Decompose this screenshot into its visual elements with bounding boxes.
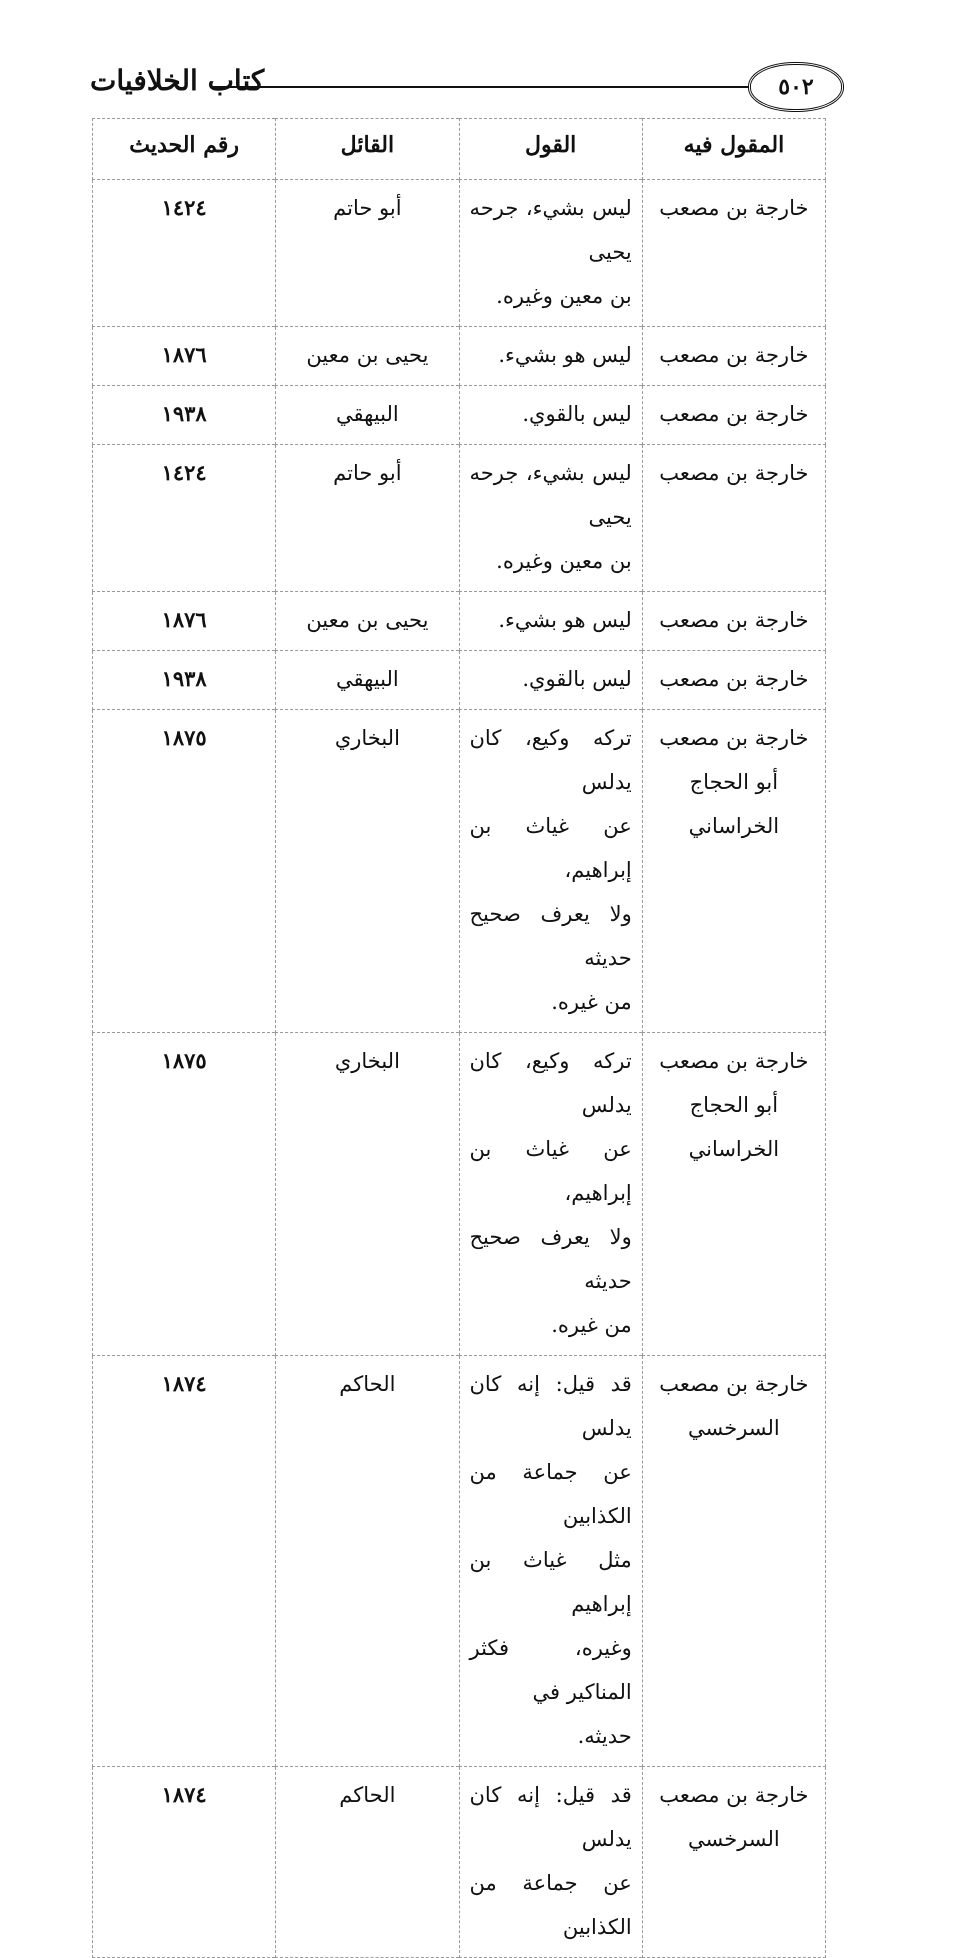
table-row xyxy=(93,592,826,651)
cell-subject-line: خارجة بن مصعب xyxy=(659,402,809,426)
cell-saying-line: ليس بالقوي. xyxy=(522,667,632,691)
cell-subject-line: خارجة بن مصعب xyxy=(659,608,809,632)
cell-subject-line: خارجة بن مصعب xyxy=(659,667,809,691)
cell-speaker: يحيى بن معين xyxy=(276,592,459,651)
cell-subject xyxy=(642,1356,825,1767)
cell-saying-line: من غيره. xyxy=(551,990,632,1014)
cell-saying-line: ليس بشيء، جرحه يحيى xyxy=(469,196,632,264)
cell-hadith-number: ١٩٣٨ xyxy=(93,651,276,710)
header-hadith-number: رقم الحديث xyxy=(93,119,276,180)
cell-saying-line: ليس بالقوي. xyxy=(522,402,632,426)
cell-hadith-number: ١٨٧٥ xyxy=(93,710,276,1033)
header-subject: المقول فيه xyxy=(642,119,825,180)
table-row xyxy=(93,445,826,592)
cell-subject-line: خارجة بن مصعب xyxy=(659,726,809,750)
cell-hadith-number: ١٤٢٤ xyxy=(93,445,276,592)
cell-saying-line: ليس هو بشيء. xyxy=(498,343,632,367)
cell-subject-line: أبو الحجاج xyxy=(689,770,779,794)
cell-subject xyxy=(642,1033,825,1356)
table-header-row xyxy=(93,119,826,180)
cell-saying xyxy=(459,386,642,445)
cell-subject xyxy=(642,327,825,386)
cell-hadith-number: ١٨٧٦ xyxy=(93,592,276,651)
cell-saying-line: عن غياث بن إبراهيم، xyxy=(469,814,632,882)
table-body xyxy=(93,180,826,1958)
cell-hadith-number: ١٨٧٦ xyxy=(93,327,276,386)
table-row xyxy=(93,180,826,327)
cell-speaker: الحاكم xyxy=(276,1767,459,1958)
header-speaker: القائل xyxy=(276,119,459,180)
cell-subject-line: أبو الحجاج xyxy=(689,1093,779,1117)
cell-saying xyxy=(459,445,642,592)
cell-saying-line: ليس هو بشيء. xyxy=(498,608,632,632)
header-saying: القول xyxy=(459,119,642,180)
cell-hadith-number: ١٨٧٤ xyxy=(93,1356,276,1767)
narrators-table xyxy=(92,118,826,1958)
cell-speaker: الحاكم xyxy=(276,1356,459,1767)
cell-subject-line: خارجة بن مصعب xyxy=(659,196,809,220)
cell-saying-line: عن جماعة من الكذابين xyxy=(469,1460,632,1528)
cell-subject xyxy=(642,710,825,1033)
cell-saying-line: بن معين وغيره. xyxy=(496,549,632,573)
cell-saying-line: حديثه. xyxy=(577,1724,632,1748)
cell-hadith-number: ١٨٧٤ xyxy=(93,1767,276,1958)
cell-saying xyxy=(459,1356,642,1767)
book-title: كتاب الخلافيات xyxy=(90,64,265,97)
cell-subject xyxy=(642,592,825,651)
cell-saying-line: من غيره. xyxy=(551,1313,632,1337)
cell-subject xyxy=(642,180,825,327)
cell-subject-line: الخراساني xyxy=(688,1137,780,1161)
cell-saying xyxy=(459,1033,642,1356)
cell-saying xyxy=(459,651,642,710)
table-row xyxy=(93,651,826,710)
cell-saying-line: ليس بشيء، جرحه يحيى xyxy=(469,461,632,529)
table-row xyxy=(93,327,826,386)
cell-speaker: البيهقي xyxy=(276,651,459,710)
header-rule xyxy=(212,86,824,88)
cell-saying-line: تركه وكيع، كان يدلس xyxy=(469,1049,632,1117)
table-row xyxy=(93,1356,826,1767)
cell-hadith-number: ١٩٣٨ xyxy=(93,386,276,445)
cell-subject xyxy=(642,651,825,710)
cell-saying-line: ولا يعرف صحيح حديثه xyxy=(469,1225,632,1293)
cell-saying-line: عن غياث بن إبراهيم، xyxy=(469,1137,632,1205)
table-row xyxy=(93,1033,826,1356)
cell-saying xyxy=(459,1767,642,1958)
cell-subject xyxy=(642,445,825,592)
cell-subject xyxy=(642,1767,825,1958)
cell-subject-line: خارجة بن مصعب xyxy=(659,461,809,485)
cell-subject-line: خارجة بن مصعب xyxy=(659,1783,809,1807)
cell-subject-line: خارجة بن مصعب xyxy=(659,1372,809,1396)
cell-subject-line: السرخسي xyxy=(687,1827,780,1851)
cell-subject-line: السرخسي xyxy=(687,1416,780,1440)
cell-saying-line: قد قيل: إنه كان يدلس xyxy=(469,1372,632,1440)
cell-subject-line: الخراساني xyxy=(688,814,780,838)
cell-subject xyxy=(642,386,825,445)
cell-speaker: يحيى بن معين xyxy=(276,327,459,386)
cell-saying xyxy=(459,592,642,651)
table-row xyxy=(93,1767,826,1958)
cell-saying xyxy=(459,710,642,1033)
cell-saying xyxy=(459,180,642,327)
cell-speaker: أبو حاتم xyxy=(276,445,459,592)
cell-speaker: البيهقي xyxy=(276,386,459,445)
cell-saying xyxy=(459,327,642,386)
cell-saying-line: عن جماعة من الكذابين xyxy=(469,1871,632,1939)
cell-saying-line: ولا يعرف صحيح حديثه xyxy=(469,902,632,970)
cell-speaker: أبو حاتم xyxy=(276,180,459,327)
table-row xyxy=(93,710,826,1033)
cell-saying-line: وغيره، فكثر المناكير في xyxy=(469,1636,632,1704)
page-number: ٥٠٢ xyxy=(748,62,844,112)
page-header xyxy=(80,62,840,112)
cell-hadith-number: ١٨٧٥ xyxy=(93,1033,276,1356)
table-row xyxy=(93,386,826,445)
cell-subject-line: خارجة بن مصعب xyxy=(659,1049,809,1073)
cell-saying-line: تركه وكيع، كان يدلس xyxy=(469,726,632,794)
cell-saying-line: مثل غياث بن إبراهيم xyxy=(469,1548,632,1616)
cell-saying-line: بن معين وغيره. xyxy=(496,284,632,308)
cell-subject-line: خارجة بن مصعب xyxy=(659,343,809,367)
cell-speaker: البخاري xyxy=(276,710,459,1033)
cell-speaker: البخاري xyxy=(276,1033,459,1356)
cell-hadith-number: ١٤٢٤ xyxy=(93,180,276,327)
cell-saying-line: قد قيل: إنه كان يدلس xyxy=(469,1783,632,1851)
